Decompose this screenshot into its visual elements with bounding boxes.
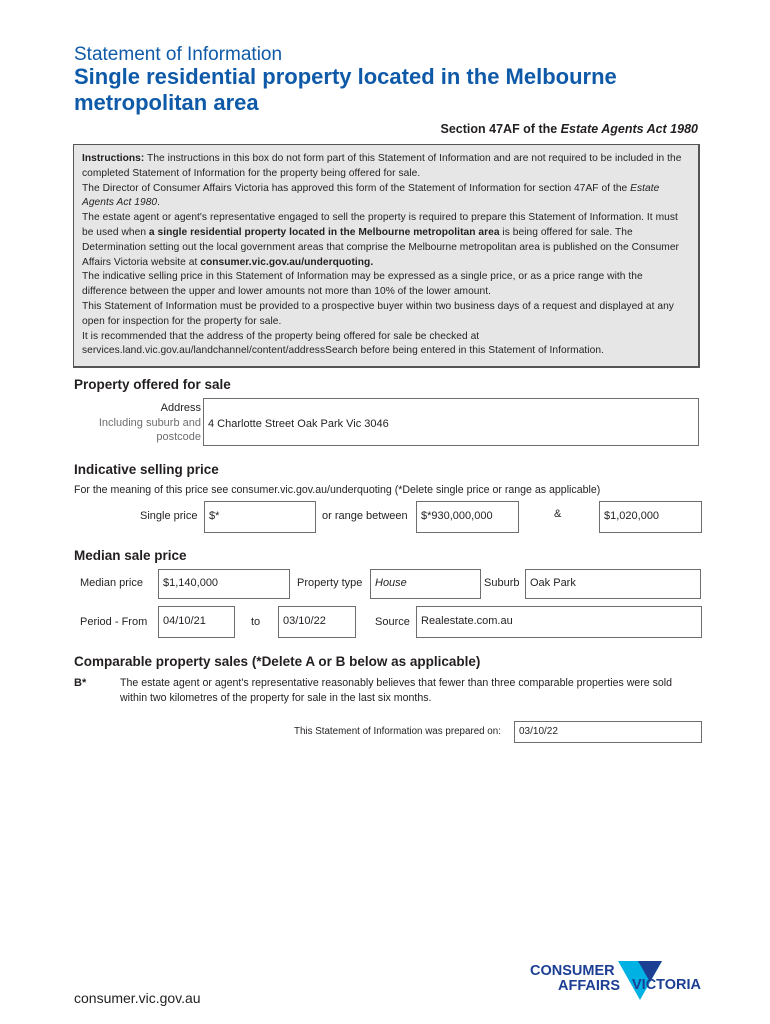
instructions-paragraph-3: [82, 211, 690, 270]
period-to-value: 03/10/22: [283, 615, 326, 627]
footer-url[interactable]: consumer.vic.gov.au: [74, 990, 201, 1006]
comparable-text: The estate agent or agent's representative reasonably believes that fewer than three comparable properties were sold within two kilometres of the property for sale in the last six months.: [120, 677, 673, 704]
prepared-on-label: This Statement of Information was prepared on:: [294, 726, 501, 737]
source-label: Source: [375, 616, 410, 628]
instructions-act-name: Estate Agents Act 1980: [82, 182, 660, 209]
median-price-field[interactable]: [158, 569, 290, 599]
single-price-label: Single price: [140, 510, 198, 522]
address-label: [80, 401, 201, 445]
indicative-heading: Indicative selling price: [74, 462, 219, 477]
single-price-value: $*: [209, 510, 220, 522]
address-field[interactable]: [203, 398, 699, 446]
period-from-value: 04/10/21: [163, 615, 206, 627]
single-price-field[interactable]: [204, 501, 316, 533]
logo-line-2: AFFAIRS: [558, 978, 621, 994]
instructions-box: [73, 144, 700, 368]
consumer-affairs-victoria-logo: [528, 958, 704, 1008]
form-subtitle: Statement of Information: [74, 44, 283, 65]
logo-line-1: CONSUMER: [530, 963, 615, 979]
section-reference: [441, 122, 698, 136]
instructions-text-1: The instructions in this box do not form part of this Statement of Information and are not required to be included in the completed Statement of Information for the property being offered for sale.: [82, 153, 682, 179]
property-type-field[interactable]: [370, 569, 481, 599]
median-price-label: Median price: [80, 577, 143, 589]
suburb-value: Oak Park: [530, 577, 576, 589]
instructions-text-3a: The estate agent or agent's representative engaged to sell the property is required to prepare this Statement of Information. It must be used when: [82, 212, 678, 238]
range-low-value: $*930,000,000: [421, 510, 493, 522]
comparable-heading: Comparable property sales (*Delete A or B below as applicable): [74, 654, 481, 669]
property-type-label: Property type: [297, 577, 363, 589]
form-title: Single residential property located in the Melbourne metropolitan area: [74, 64, 617, 115]
address-value: 4 Charlotte Street Oak Park Vic 3046: [208, 418, 389, 430]
period-from-field[interactable]: [158, 606, 235, 638]
instructions-text-3b: a single residential property located in the Melbourne metropolitan area: [148, 226, 500, 238]
median-heading: Median sale price: [74, 548, 187, 563]
instructions-label: Instructions:: [82, 153, 145, 164]
range-low-field[interactable]: [416, 501, 519, 533]
median-price-value: $1,140,000: [163, 577, 219, 589]
period-to-label: to: [251, 616, 261, 628]
instructions-url[interactable]: consumer.vic.gov.au/underquoting.: [200, 256, 374, 268]
instructions-text-2-end: .: [157, 197, 161, 209]
property-heading: Property offered for sale: [74, 377, 231, 392]
source-field[interactable]: [416, 606, 702, 638]
prepared-on-value: 03/10/22: [519, 726, 558, 737]
instructions-text-2: The Director of Consumer Affairs Victoria has approved this form of the Statement of Information for section 47AF of the: [82, 182, 631, 194]
address-label-line-2: Including suburb and: [98, 416, 201, 429]
section-ref-prefix: Section 47AF of the: [440, 122, 561, 136]
suburb-field[interactable]: [525, 569, 701, 599]
range-high-field[interactable]: [599, 501, 702, 533]
instructions-paragraph-1: [82, 152, 690, 182]
instructions-text-3c: is being offered for sale. The Determination setting out the local government areas that comprise the Melbourne metropolitan area is published on the Consumer Affairs Victoria website at: [82, 226, 679, 268]
section-ref-act: Estate Agents Act 1980: [560, 122, 698, 136]
range-high-value: $1,020,000: [604, 510, 660, 522]
address-label-line-1: Address: [160, 402, 201, 414]
indicative-note: For the meaning of this price see consumer.vic.gov.au/underquoting (*Delete single price or range as applicable): [74, 484, 601, 496]
range-separator: &: [554, 508, 562, 520]
property-type-value: House: [375, 577, 407, 589]
instructions-paragraph-5: This Statement of Information must be provided to a prospective buyer within two business days of a request and displayed at any open for inspection for the property for sale.: [82, 300, 674, 327]
period-to-field[interactable]: [278, 606, 356, 638]
source-value: Realestate.com.au: [421, 615, 513, 627]
suburb-label: Suburb: [484, 577, 520, 589]
instructions-paragraph-2: [82, 182, 690, 212]
comparable-marker: B*: [74, 677, 87, 689]
range-label: or range between: [322, 510, 408, 522]
instructions-paragraph-4: The indicative selling price in this Statement of Information may be expressed as a single price, or as a price range with the difference between the upper and lower amounts not more than 10% of the lower amount.: [82, 271, 643, 298]
address-label-line-3: postcode: [156, 431, 201, 443]
prepared-on-field[interactable]: [514, 721, 702, 743]
logo-victoria: VICTORIA: [632, 977, 702, 993]
instructions-paragraph-6: It is recommended that the address of the property being offered for sale be checked at services.land.vic.gov.au/landchannel/content/addressSearch before being entered in this Statement of Information.: [82, 330, 604, 357]
period-from-label: Period - From: [80, 616, 148, 628]
